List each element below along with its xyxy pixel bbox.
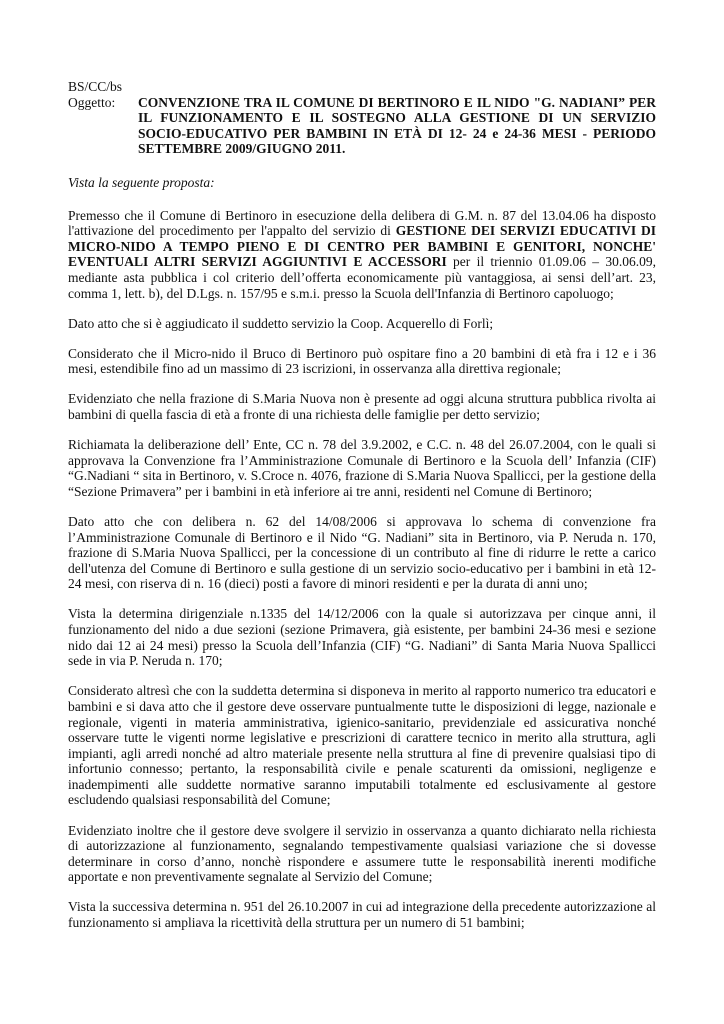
paragraph-vista-successiva: Vista la successiva determina n. 951 del 26.10.2007 in cui ad integrazione della precedente autorizzazione al funzionamento si ampliava la ricettività della struttura per un numero di 51 bambini; (68, 899, 656, 931)
paragraph-premesso (68, 208, 656, 302)
paragraph-dato-atto-delibera: Dato atto che con delibera n. 62 del 14/08/2006 si approvava lo schema di convenzione fra l’Amministrazione Comunale di Bertinoro e il Nido “G. Nadiani” sita in Bertinoro, via P. Neruda n. 170, frazione di S.Maria Nuova Spallicci, per la concessione di un contributo al fine di ridurre le rette a carico dell'utenza del Comune di Bertinoro e sulla gestione di un servizio socio-educativo per i bambini in età 12-24 mesi, con riserva di n. 16 (dieci) posti a favore di minori residenti e per la durata di anni uno; (68, 513, 656, 592)
paragraph-considerato-altresi: Considerato altresì che con la suddetta determina si disponeva in merito al rapporto numerico tra educatori e bambini e si dava atto che il gestore deve osservare puntualmente tutte le disposizioni di legge, nazionale e regionale, vigenti in materia amministrativa, igienico-sanitario, previdenziale ed assicurativa nonché osservare tutte le vigenti norme legislative e prescrizioni di carattere tecnico in merito alla struttura, agli impianti, agli arredi nonché ad altro materiale presente nella struttura al fine di prevenire qualsiasi tipo di infortunio connesso; pertanto, la responsabilità civile e penale scaturenti da omissioni, negligenze e inadempimenti alle suddette normative saranno imputabili totalmente ed esclusivamente al gestore escludendo qualsiasi responsabilità del Comune; (68, 683, 656, 808)
paragraph-premesso-part1: Premesso che il Comune di Bertinoro in esecuzione della delibera di G.M. n. 87 del 13.04.06 ha disposto l'attivazione del procedimento per l'appalto del servizio di (68, 207, 656, 239)
proposal-heading: Vista la seguente proposta: (68, 174, 215, 190)
paragraph-evidenziato: Evidenziato che nella frazione di S.Maria Nuova non è presente ad oggi alcuna struttura pubblica rivolta ai bambini di quella fascia di età a fronte di una richiesta delle famiglie per detto servizio; (68, 391, 656, 422)
subject-label: Oggetto: (68, 94, 116, 110)
paragraph-considerato: Considerato che il Micro-nido il Bruco di Bertinoro può ospitare fino a 20 bambini di età fra i 12 e i 36 mesi, estendibile fino ad un massimo di 23 iscrizioni, in osservanza alla direttiva regionale; (68, 345, 656, 377)
paragraph-premesso-part2: per il triennio 01.09.06 – 30.06.09, mediante asta pubblica i col criterio dell’offerta economicamente più vantaggiosa, ai sensi dell’art. 23, comma 1, lett. b), del D.Lgs. n. 157/95 e s.m.i. presso la Scuola dell'Infanzia di Bertinoro capoluogo; (68, 254, 656, 301)
paragraph-dato-atto: Dato atto che si è aggiudicato il suddetto servizio la Coop. Acquerello di Forlì; (68, 315, 494, 331)
paragraph-vista-determina: Vista la determina dirigenziale n.1335 del 14/12/2006 con la quale si autorizzava per cinque anni, il funzionamento del nido a due sezioni (sezione Primavera, già esistente, per bambini 24-36 mesi e sezione nido dai 12 ai 24 mesi) presso la Scuola dell’Infanzia (CIF) “G. Nadiani” di Santa Maria Nuova Spallicci sede in via P. Neruda n. 170; (68, 606, 656, 669)
subject-text: CONVENZIONE TRA IL COMUNE DI BERTINORO E IL NIDO "G. NADIANI” PER IL FUNZIONAMENTO E IL SOSTEGNO ALLA GESTIONE DI UN SERVIZIO SOCIO-EDUCATIVO PER BAMBINI IN ETÀ DI 12- 24 e 24-36 MESI - PERIODO SETTEMBRE 2009/GIUGNO 2011. (138, 94, 656, 157)
paragraph-premesso-service-title: GESTIONE DEI SERVIZI EDUCATIVI DI MICRO-NIDO A TEMPO PIENO E DI CENTRO PER BAMBINI E GENITORI, NONCHE' EVENTUALI ALTRI SERVIZI AGGIUNTIVI E ACCESSORI (68, 223, 656, 270)
paragraph-evidenziato-inoltre: Evidenziato inoltre che il gestore deve svolgere il servizio in osservanza a quanto dichiarato nella richiesta di autorizzazione al funzionamento, segnalando tempestivamente qualsiasi variazione che si dovesse determinare in corso d’anno, nonchè rispondere e assumere tutte le responsabilità inerenti modifiche apportate e non preventivamente segnalate al Servizio del Comune; (68, 822, 656, 885)
document-body (68, 79, 656, 931)
paragraph-richiamata: Richiamata la deliberazione dell’ Ente, CC n. 78 del 3.9.2002, e C.C. n. 48 del 26.07.2004, con le quali si approvava la Convenzione fra l’Amministrazione Comunale di Bertinoro e la Scuola dell’ Infanzia (CIF) “G.Nadiani “ sita in Bertinoro, v. S.Croce n. 4076, frazione di S.Maria Nuova Spallicci, per la gestione della “Sezione Primavera” per i bambini in età inferiore ai tre anni, residenti nel Comune di Bertinoro; (68, 437, 656, 499)
subject-row (68, 95, 656, 157)
reference-code: BS/CC/bs (68, 79, 123, 94)
